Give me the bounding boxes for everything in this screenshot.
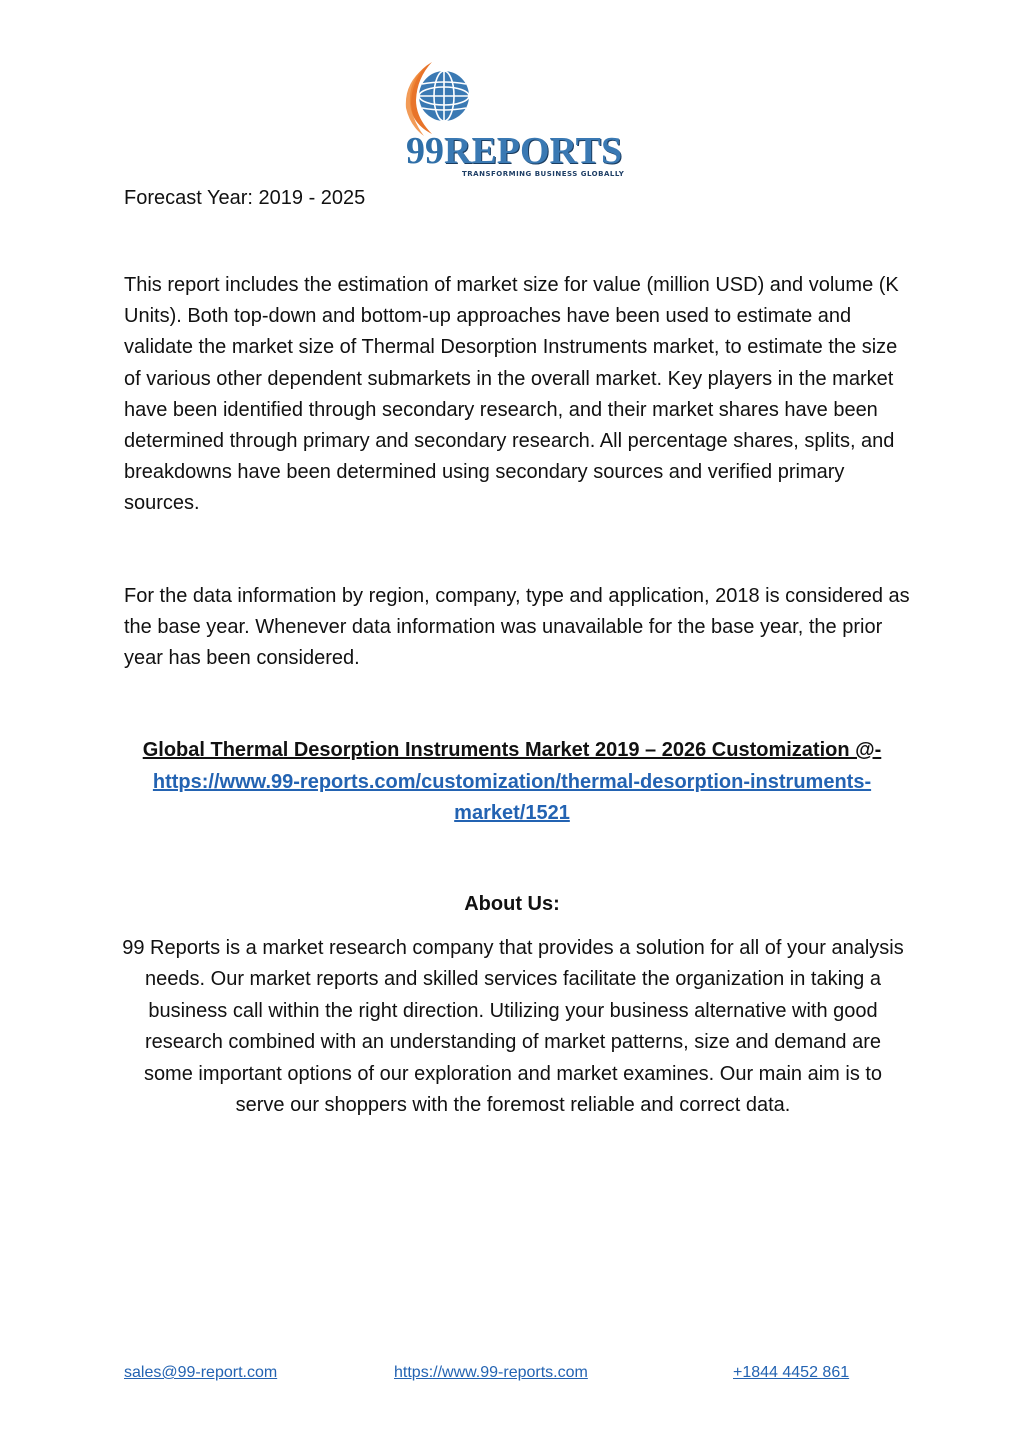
- company-logo: [402, 58, 624, 184]
- forecast-year: Forecast Year: 2019 - 2025: [124, 187, 366, 209]
- globe-icon: [402, 58, 474, 140]
- about-text: 99 Reports is a market research company that provides a solution for all of your analysis needs. Our market reports and skilled services facilitate the organization in taking a business call within the right direction. Utilizing your business alternative with good research combined with an understanding of market patterns, size and demand are some important options of our exploration and market examines. Our main aim is to serve our shoppers with the foremost reliable and correct data.: [122, 937, 904, 1117]
- logo-name: REPORTS: [444, 130, 623, 172]
- logo-wordmark: [406, 132, 622, 170]
- footer-phone-link[interactable]: +1844 4452 861: [733, 1364, 850, 1381]
- page-footer: [0, 1364, 1024, 1388]
- report-description: This report includes the estimation of market size for value (million USD) and volume (K Units). Both top-down and bottom-up approaches have been used to estimate and validate the market size of Thermal Desorption Instruments market, to estimate the size of various other dependent submarkets in the overall market. Key players in the market have been identified through secondary research, and their market shares have been determined through primary and secondary research. All percentage shares, splits, and breakdowns have been determined using secondary sources and verified primary sources.: [124, 274, 899, 515]
- logo-tagline: TRANSFORMING BUSINESS GLOBALLY: [462, 170, 625, 178]
- customization-link[interactable]: https://www.99-reports.com/customization/thermal-desorption-instruments-market/1521: [152, 770, 872, 824]
- footer-email-link[interactable]: sales@99-report.com: [124, 1364, 278, 1381]
- logo-number: 99: [406, 130, 444, 172]
- footer-website-link[interactable]: https://www.99-reports.com: [394, 1364, 588, 1381]
- about-heading: About Us:: [464, 893, 560, 915]
- base-year-note: For the data information by region, company, type and application, 2018 is considered as the base year. Whenever data information was unavailable for the base year, the prior year has been considered.: [124, 585, 910, 670]
- customization-title: Global Thermal Desorption Instruments Market 2019 – 2026 Customization @-: [142, 739, 882, 761]
- customization-section: [110, 735, 914, 830]
